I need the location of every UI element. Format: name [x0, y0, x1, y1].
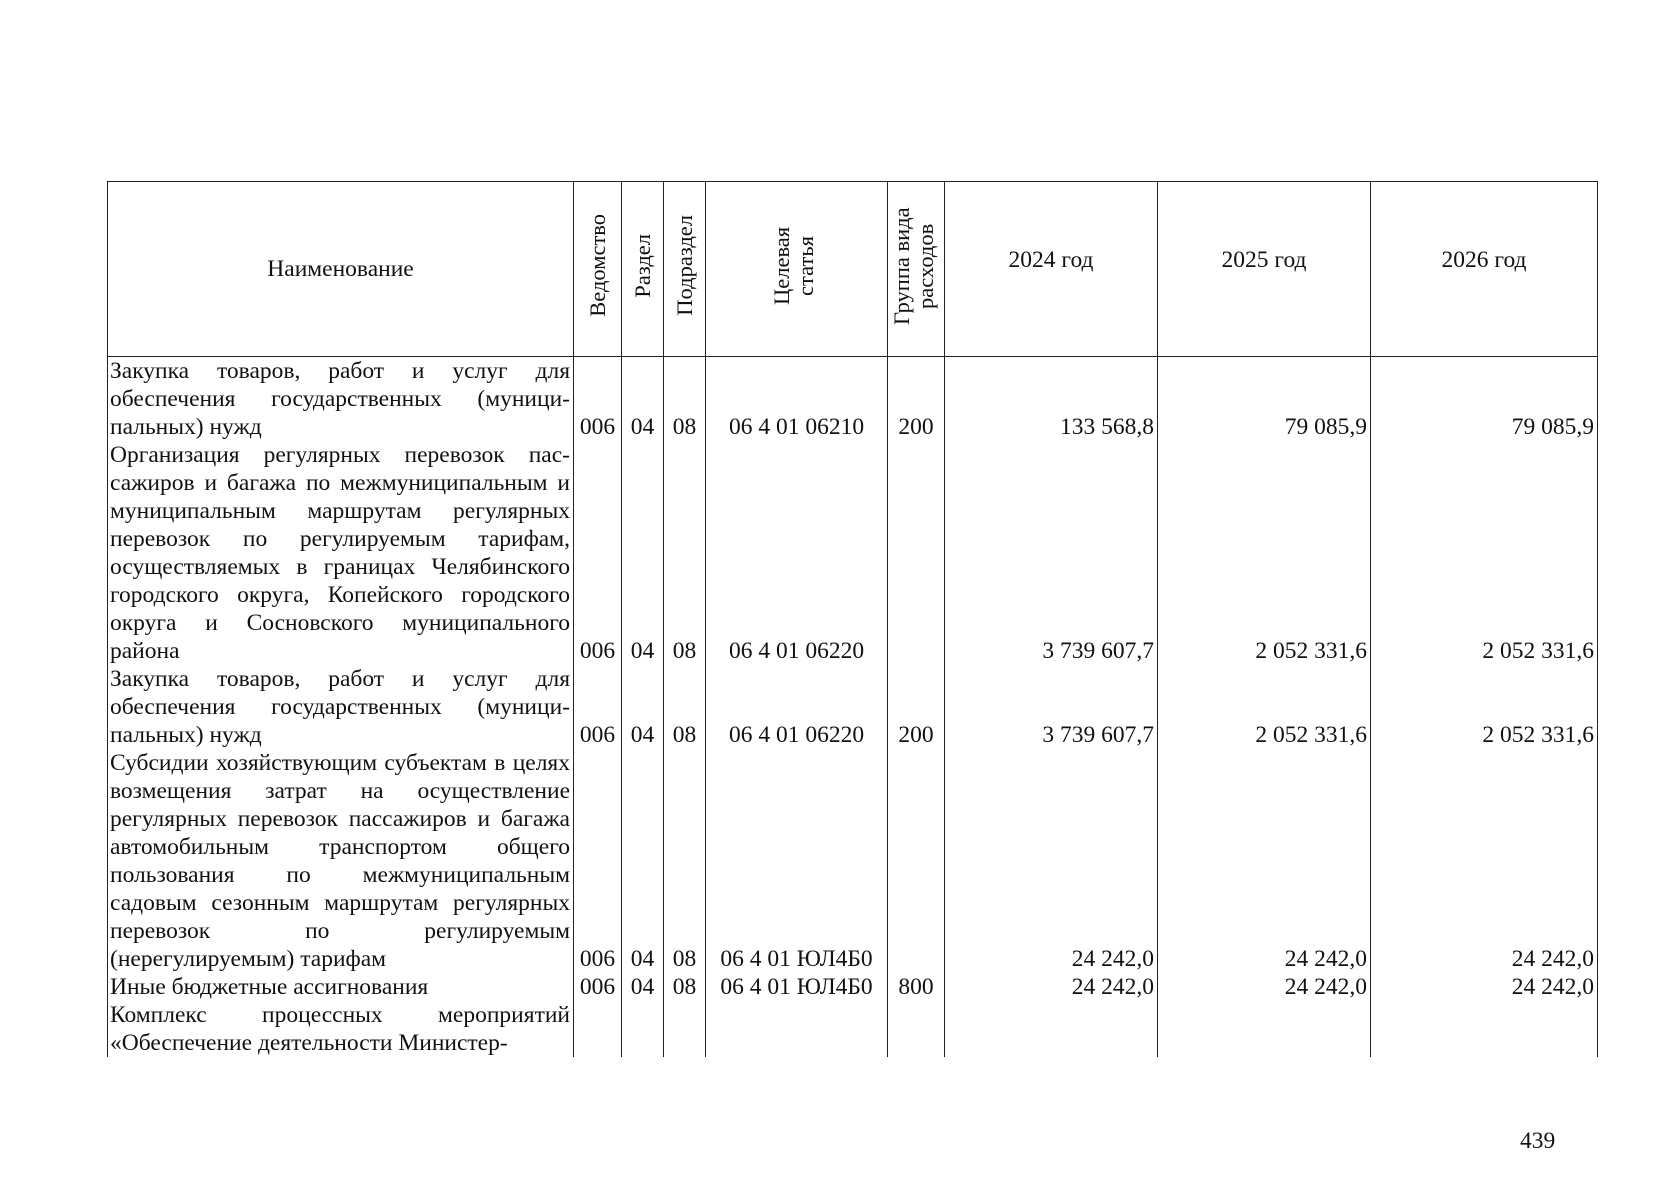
cell-department: 006 [574, 441, 622, 665]
cell-target-article: 06 4 01 06210 [706, 357, 888, 442]
cell-target-article: 06 4 01 06220 [706, 665, 888, 749]
cell-year-2025: 2 052 331,6 [1158, 441, 1371, 665]
cell-expense-group: 200 [888, 665, 945, 749]
header-section [622, 182, 664, 357]
cell-department: 006 [574, 973, 622, 1001]
cell-expense-group [888, 749, 945, 973]
cell-subsection: 08 [664, 665, 706, 749]
header-year-2025: 2025 год [1158, 182, 1371, 357]
budget-table [107, 181, 1598, 1057]
cell-expense-group [888, 1001, 945, 1057]
table-row [108, 665, 1598, 749]
table-body [108, 357, 1598, 1058]
table-row [108, 357, 1598, 442]
cell-department [574, 1001, 622, 1057]
cell-department: 006 [574, 665, 622, 749]
cell-expense-group [888, 441, 945, 665]
cell-section: 04 [622, 665, 664, 749]
cell-section [622, 1001, 664, 1057]
cell-year-2024 [945, 1001, 1158, 1057]
header-subsection-label: Подраздел [671, 215, 697, 316]
cell-year-2025: 24 242,0 [1158, 749, 1371, 973]
cell-target-article: 06 4 01 06220 [706, 441, 888, 665]
cell-subsection: 08 [664, 441, 706, 665]
cell-year-2026: 24 242,0 [1371, 749, 1598, 973]
cell-section: 04 [622, 441, 664, 665]
cell-year-2026: 24 242,0 [1371, 973, 1598, 1001]
cell-year-2026: 2 052 331,6 [1371, 665, 1598, 749]
cell-year-2024: 3 739 607,7 [945, 441, 1158, 665]
cell-section: 04 [622, 749, 664, 973]
table-header [108, 182, 1598, 357]
cell-department: 006 [574, 357, 622, 442]
page-number: 439 [1520, 1128, 1556, 1154]
cell-name: Закупка товаров, работ и услуг для обеспечения государственных (муниципальных) нужд [108, 665, 574, 749]
cell-expense-group: 200 [888, 357, 945, 442]
header-year-2024: 2024 год [945, 182, 1158, 357]
cell-year-2025: 24 242,0 [1158, 973, 1371, 1001]
cell-year-2026: 2 052 331,6 [1371, 441, 1598, 665]
header-department-label: Ведомство [584, 214, 610, 317]
cell-subsection: 08 [664, 749, 706, 973]
cell-subsection: 08 [664, 973, 706, 1001]
cell-subsection: 08 [664, 357, 706, 442]
cell-year-2025: 2 052 331,6 [1158, 665, 1371, 749]
header-expense-group [888, 182, 945, 357]
table-row [108, 749, 1598, 973]
cell-year-2025: 79 085,9 [1158, 357, 1371, 442]
cell-year-2024: 24 242,0 [945, 973, 1158, 1001]
table-row [108, 973, 1598, 1001]
table-row [108, 1001, 1598, 1057]
cell-name: Закупка товаров, работ и услуг для обеспечения государственных (муниципальных) нужд [108, 357, 574, 442]
header-department [574, 182, 622, 357]
cell-name: Иные бюджетные ассигнования [108, 973, 574, 1001]
cell-year-2026 [1371, 1001, 1598, 1057]
cell-year-2024: 24 242,0 [945, 749, 1158, 973]
header-target-article-label: Целевая статья [768, 226, 818, 305]
cell-section: 04 [622, 973, 664, 1001]
cell-department: 006 [574, 749, 622, 973]
cell-name: Комплекс процессных мероприятий «Обеспечение деятельности Министер- [108, 1001, 574, 1057]
cell-year-2026: 79 085,9 [1371, 357, 1598, 442]
header-section-label: Раздел [629, 233, 655, 298]
cell-target-article: 06 4 01 ЮЛ4Б0 [706, 973, 888, 1001]
cell-name: Субсидии хозяйствующим субъектам в целях возмещения затрат на осуществление регулярных перевозок пассажиров и багажа автомобильным транспортом общего пользования по межмуниципальным садовым сезонным маршрутам регулярных перевозок по регулируемым (нерегулируемым) тарифам [108, 749, 574, 973]
cell-expense-group: 800 [888, 973, 945, 1001]
cell-year-2025 [1158, 1001, 1371, 1057]
cell-target-article: 06 4 01 ЮЛ4Б0 [706, 749, 888, 973]
header-year-2026: 2026 год [1371, 182, 1598, 357]
cell-year-2024: 133 568,8 [945, 357, 1158, 442]
table-row [108, 441, 1598, 665]
cell-year-2024: 3 739 607,7 [945, 665, 1158, 749]
header-subsection [664, 182, 706, 357]
header-target-article [706, 182, 888, 357]
header-name: Наименование [108, 182, 574, 357]
header-expense-group-label: Группа вида расходов [889, 206, 938, 325]
header-row [108, 182, 1598, 357]
cell-name: Организация регулярных перевозок пассажиров и багажа по межмуниципальным и муниципальным маршрутам регулярных перевозок по регулируемым тарифам, осуществляемых в границах Челябинского городского округа, Копейского городского округа и Сосновского муниципального района [108, 441, 574, 665]
cell-subsection [664, 1001, 706, 1057]
cell-section: 04 [622, 357, 664, 442]
cell-target-article [706, 1001, 888, 1057]
